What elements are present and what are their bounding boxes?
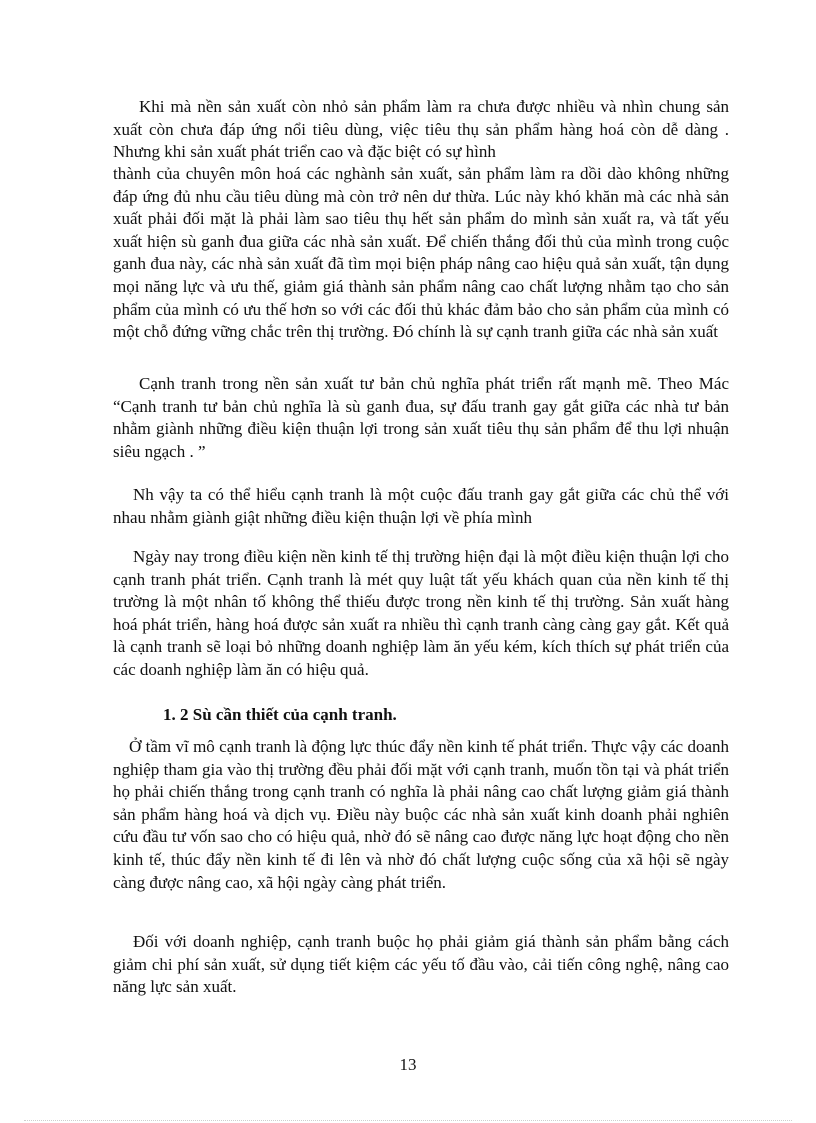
paragraph-marx-quote: Cạnh tranh trong nền sản xuất tư bản chủ nghĩa phát triển rất mạnh mẽ. Theo Mác “Cạnh tranh tư bản chủ nghĩa là sù ganh đua, sự đấu tranh gay gắt giữa các nhà tư bản nhằm giành những điều kiện thuận lợi trong sản xuất tiêu thụ sản phẩm để thu lợi nhuận siêu ngạch . ” [113, 374, 729, 461]
paragraph-production-intro: Khi mà nền sản xuất còn nhỏ sản phẩm làm ra chưa được nhiều và nhìn chung sản xuất còn chưa đáp ứng nổi tiêu dùng, việc tiêu thụ sản phẩm hàng hoá còn dễ dàng . Nhưng khi sản xuất phát triển cao và đặc biệt có sự hình [113, 97, 729, 162]
paragraph-macro-level: Ở tầm vĩ mô cạnh tranh là động lực thúc đẩy nền kinh tế phát triển. Thực vậy các doanh nghiệp tham gia vào thị trường đều phải đối mặt với cạnh tranh, muốn tồn tại và phát triển họ phải chiến thắng trong cạnh tranh có nghĩa là phải nâng cao chất lượng giảm giá thành sản phẩm hàng hoá và dịch vụ. Điều này buộc các nhà sản xuất kinh doanh phải nghiên cứu đầu tư vốn sao cho có hiệu quả, nhờ đó sẽ nâng cao được năng lực hoạt động cho nền kinh tế, thúc đẩy nền kinh tế đi lên và nhờ đó chất lượng cuộc sống của xã hội sẽ ngày càng được nâng cao, xã hội ngày càng phát triển. [113, 737, 729, 892]
paragraph-specialization: thành của chuyên môn hoá các nghành sản xuất, sản phẩm làm ra dồi dào không những đáp ứng đủ nhu cầu tiêu dùng mà còn trở nên dư thừa. Lúc này khó khăn mà các nhà sản xuất phải đối mặt là phải làm sao tiêu thụ hết sản phẩm do mình sản xuất ra, và tất yếu xuất hiện sù ganh đua giữa các nhà sản xuất. Để chiến thắng đối thủ của mình trong cuộc ganh đua này, các nhà sản xuất đã tìm mọi biện pháp nâng cao hiệu quả sản xuất, tận dụng mọi năng lực và ưu thế, giảm giá thành sản phẩm nâng cao chất lượng nhằm tạo cho sản phẩm của mình có ưu thế hơn so với các đối thủ khác đảm bảo cho sản phẩm của mình có một chỗ đứng vững chắc trên thị trường. Đó chính là sự cạnh tranh giữa các nhà sản xuất [113, 164, 729, 342]
section-heading: 1. 2 Sù cần thiết của cạnh tranh. [163, 705, 397, 724]
paragraph-definition: Nh vậy ta có thể hiểu cạnh tranh là một cuộc đấu tranh gay gắt giữa các chủ thể với nhau nhằm giành giật những điều kiện thuận lợi về phía mình [113, 485, 729, 527]
paragraph-enterprise: Đối với doanh nghiệp, cạnh tranh buộc họ phải giảm giá thành sản phẩm bằng cách giảm chi phí sản xuất, sử dụng tiết kiệm các yếu tố đầu vào, cải tiến công nghệ, nâng cao năng lực sản xuất. [113, 932, 729, 997]
paragraph-market-economy: Ngày nay trong điều kiện nền kinh tế thị trường hiện đại là một điều kiện thuận lợi cho cạnh tranh phát triển. Cạnh tranh là mét quy luật tất yếu khách quan của nền kinh tế thị trường là một nhân tố không thể thiếu được trong nền kinh tế thị trường. Sản xuất hàng hoá phát triển, hàng hoá được sản xuất ra nhiều thì cạnh tranh càng càng gay gắt. Kết quả là cạnh tranh sẽ loại bỏ những doanh nghiệp làm ăn yếu kém, kích thích sự phát triển của các doanh nghiệp làm ăn có hiệu quả. [113, 547, 729, 679]
page-bottom-divider [24, 1120, 792, 1121]
page-number: 13 [399, 1055, 417, 1074]
